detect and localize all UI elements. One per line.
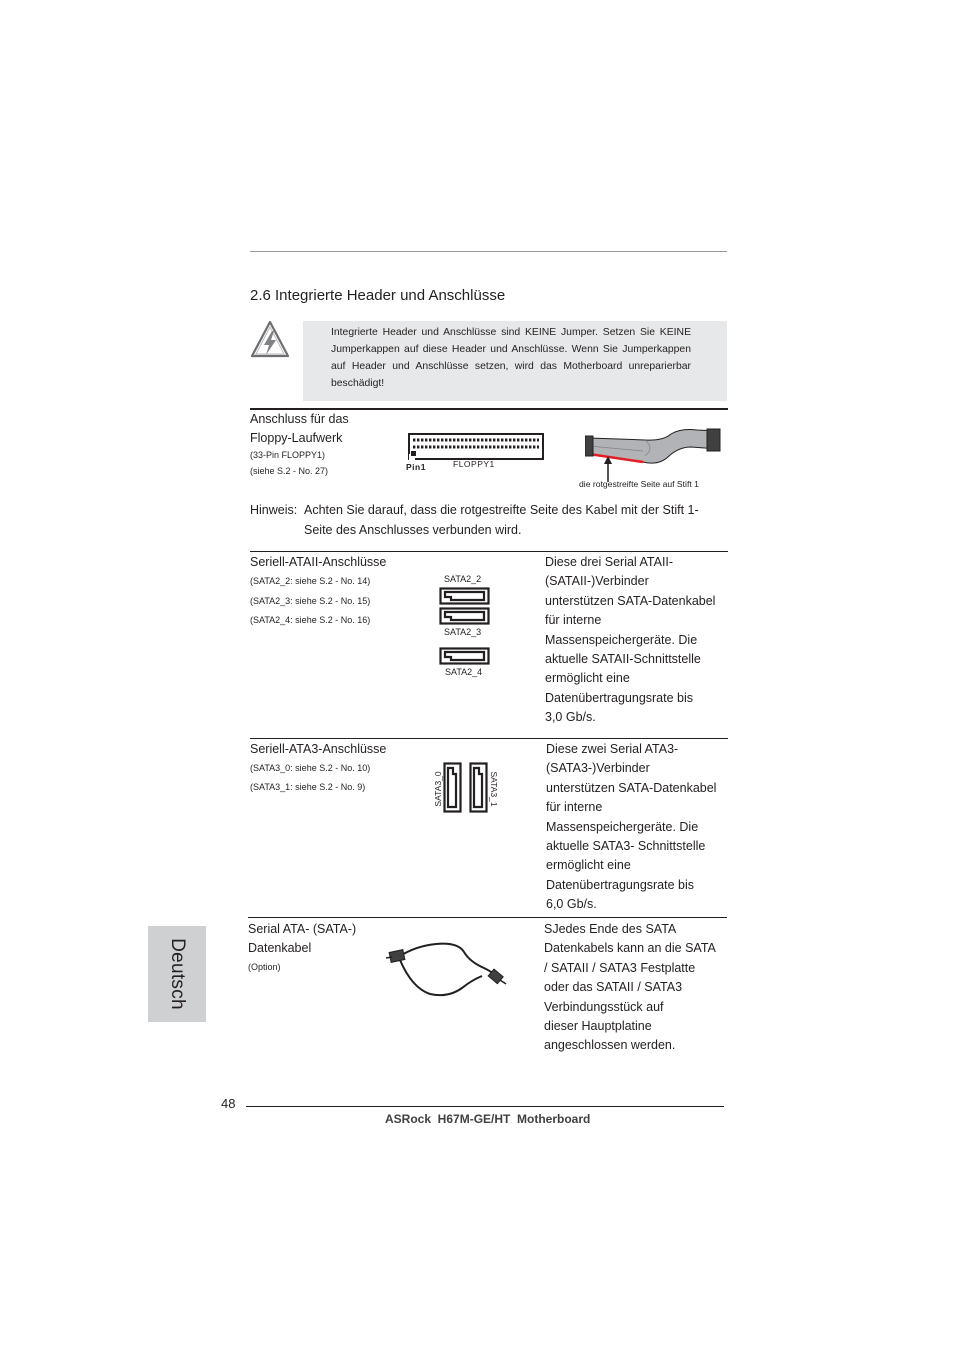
warning-box <box>303 321 727 401</box>
cable-desc-line: / SATAII / SATA3 Festplatte <box>544 960 696 975</box>
note-line-1: Achten Sie darauf, dass die rotgestreifte Seite des Kabel mit der Stift 1- <box>304 503 699 517</box>
footer-product: ASRock H67M-GE/HT Motherboard <box>385 1112 591 1126</box>
sata3-label-1: SATA3_1 <box>489 771 499 807</box>
warning-triangle-icon <box>249 319 291 359</box>
cable-desc-line: oder das SATAII / SATA3 <box>544 980 683 995</box>
note-line-2: Seite des Anschlusses verbunden wird. <box>304 523 522 537</box>
floppy-title-1: Anschluss für das <box>250 412 349 426</box>
section-title: 2.6 Integrierte Header und Anschlüsse <box>250 287 506 304</box>
sata3-desc-line: Datenübertragungsrate bis <box>546 877 695 892</box>
cable-title-1: Serial ATA- (SATA-) <box>248 922 357 936</box>
cable-title-2: Datenkabel <box>248 941 312 955</box>
sata3-desc-line: 6,0 Gb/s. <box>546 897 597 912</box>
cable-desc-line: Datenkabels kann an die SATA <box>544 941 716 956</box>
sata2-label-2: SATA2_2 <box>444 574 482 584</box>
cable-caption: die rotgestreifte Seite auf Stift 1 <box>579 479 699 489</box>
sata2-desc-line: 3,0 Gb/s. <box>545 710 596 725</box>
cable-desc-line: Verbindungsstück auf <box>544 999 664 1014</box>
sata3-description <box>546 740 716 915</box>
sata3-desc-line: ermöglicht eine <box>546 858 631 873</box>
cable-option: (Option) <box>248 962 281 972</box>
sata2-desc-line: Datenübertragungsrate bis <box>545 690 694 705</box>
warning-text: Integrierte Header und Anschlüsse sind KEINE Jumper. Setzen Sie KEINE Jumperkappen auf diese Header und Anschlüsse. Wenn Sie Jumperkappen auf Header und Anschlüsse setzen, wird das Motherboard unreparierbar beschädigt! <box>331 327 691 389</box>
sata3-connectors-diagram <box>443 762 489 814</box>
sata2-rule <box>250 551 728 552</box>
sata3-desc-line: Diese zwei Serial ATA3- <box>546 742 679 756</box>
sata2-label-3: SATA2_3 <box>444 627 482 637</box>
cable-desc-line: SJedes Ende des SATA <box>544 922 677 936</box>
sata2-ref-1: (SATA2_2: siehe S.2 - No. 14) <box>250 576 371 586</box>
sata2-desc-line: unterstützen SATA-Datenkabel <box>545 593 716 608</box>
floppy-title-2: Floppy-Laufwerk <box>250 431 343 445</box>
note-label: Hinweis: <box>250 503 298 517</box>
cable-desc-line: angeschlossen werden. <box>544 1038 676 1053</box>
sata3-title: Seriell-ATA3-Anschlüsse <box>250 742 387 756</box>
sata3-ref-2: (SATA3_1: siehe S.2 - No. 9) <box>250 782 366 792</box>
cable-desc-line: dieser Hauptplatine <box>544 1019 652 1034</box>
sata2-desc-line: ermöglicht eine <box>545 671 630 686</box>
sata2-desc-line: Diese drei Serial ATAII- <box>545 555 674 569</box>
floppy-pin-label: Pin1 <box>406 462 426 472</box>
floppy-ref-1: (33-Pin FLOPPY1) <box>250 450 326 460</box>
sata2-title: Seriell-ATAII-Anschlüsse <box>250 555 387 569</box>
floppy-connector-diagram <box>405 432 547 462</box>
sata-cable-image <box>386 938 510 1000</box>
sata2-description <box>545 553 715 728</box>
sata2-desc-line: aktuelle SATAII-Schnittstelle <box>545 652 701 667</box>
sata3-desc-line: für interne <box>546 800 603 815</box>
page-number: 48 <box>221 1096 236 1111</box>
sata3-desc-line: unterstützen SATA-Datenkabel <box>546 780 717 795</box>
sata2-desc-line: Massenspeichergeräte. Die <box>545 632 698 647</box>
floppy-ref-2: (siehe S.2 - No. 27) <box>250 466 329 476</box>
cable-description <box>544 920 716 1056</box>
cable-rule <box>248 917 727 918</box>
sata3-label-0: SATA3_0 <box>433 771 443 807</box>
footer-rule <box>246 1106 724 1107</box>
sata2-desc-line: für interne <box>545 613 602 628</box>
sata2-ref-3: (SATA2_4: siehe S.2 - No. 16) <box>250 615 371 625</box>
floppy-connector-label: FLOPPY1 <box>453 459 495 469</box>
sata3-rule <box>250 738 728 739</box>
sata3-ref-1: (SATA3_0: siehe S.2 - No. 10) <box>250 763 371 773</box>
language-side-tab-label: Deutsch <box>167 938 188 1010</box>
sata2-ref-2: (SATA2_3: siehe S.2 - No. 15) <box>250 596 371 606</box>
top-rule <box>250 251 727 252</box>
sata3-desc-line: (SATA3-)Verbinder <box>546 761 650 776</box>
sata3-desc-line: Massenspeichergeräte. Die <box>546 819 699 834</box>
sata2-desc-line: (SATAII-)Verbinder <box>545 574 649 589</box>
sata3-desc-line: aktuelle SATA3- Schnittstelle <box>546 839 706 854</box>
sata2-label-4: SATA2_4 <box>445 667 483 677</box>
language-side-tab <box>148 926 206 1022</box>
